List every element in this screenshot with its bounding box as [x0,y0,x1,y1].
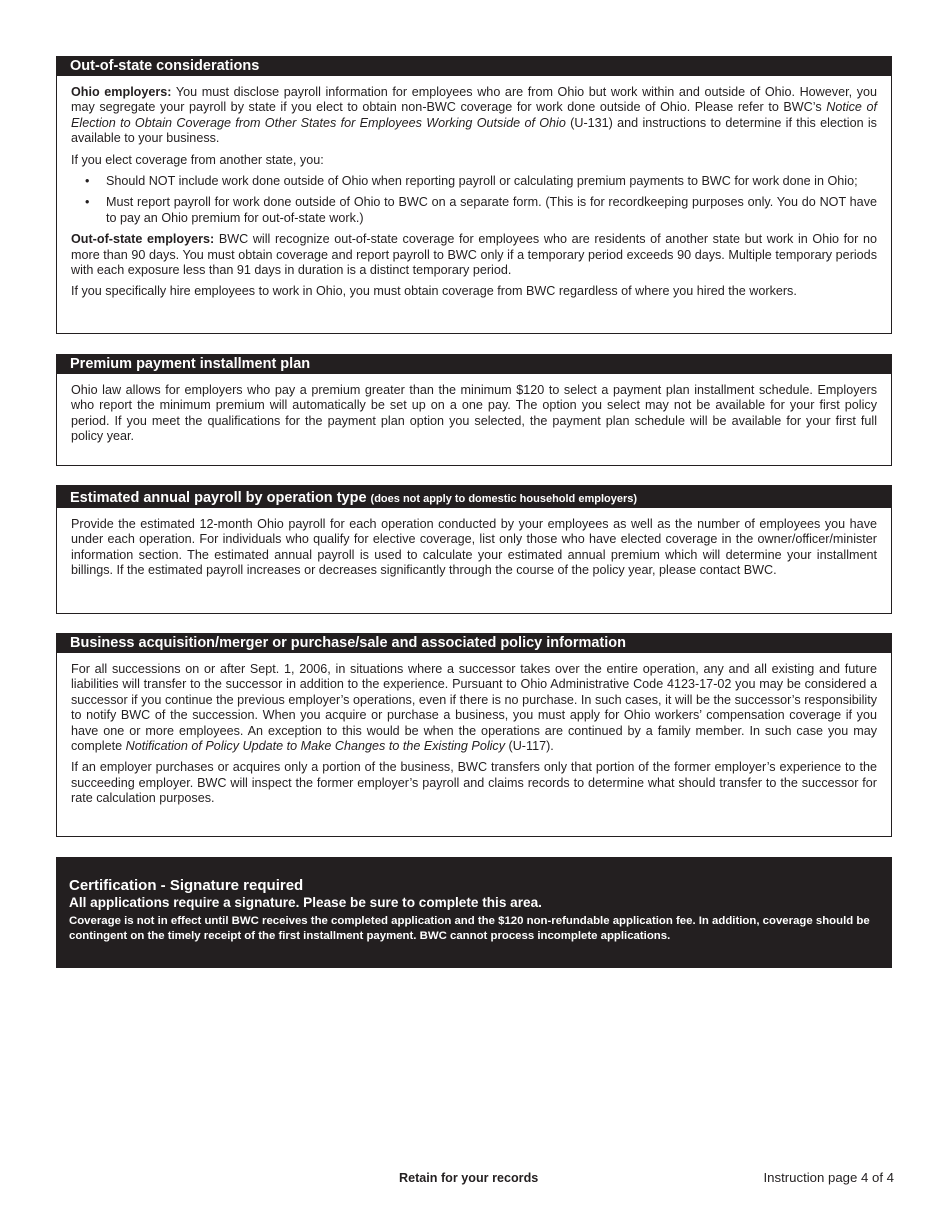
estimated-payroll-title: Estimated annual payroll by operation type [70,490,367,506]
acquisition-header: Business acquisition/merger or purchase/sale and associated policy information [57,634,891,653]
estimated-payroll-header [57,486,891,508]
elect-coverage-paragraph: If you elect coverage from another state, you: [71,152,324,167]
out-of-state-employers-text: BWC will recognize out-of-state coverage for employees who are residents of another state but work in Ohio for no more than 90 days. You must obtain coverage and report payroll to BWC only if a temporary period exceeds 90 days. Multiple temporary periods with each exposure less than 91 days in duration is a distinct temporary period. [71,232,877,278]
ohio-employers-label: Ohio employers: [71,85,172,99]
form-u117-title: Notification of Policy Update to Make Changes to the Existing Policy [125,739,506,754]
estimated-payroll-section [56,485,892,614]
estimated-payroll-note: (does not apply to domestic household employers) [370,493,638,505]
list-item: • Must report payroll for work done outside of Ohio to BWC on a separate form. (This is for recordkeeping purposes only. You do NOT have to pay an Ohio premium for out-of-state work.) [71,195,877,226]
premium-plan-section [56,354,892,466]
elect-coverage-list [71,174,877,226]
out-of-state-body [57,76,891,300]
ohio-employers-text-b: (U-131) and instructions to determine if this election is available to your business. [71,115,877,146]
page-number-footer: Instruction page 4 of 4 [763,1170,894,1185]
hire-in-ohio-paragraph: If you specifically hire employees to work in Ohio, you must obtain coverage from BWC regardless of where you hired the workers. [71,284,797,299]
premium-plan-paragraph: Ohio law allows for employers who pay a premium greater than the minimum $120 to select a payment plan installment schedule. Employers who report the minimum premium will automatically be set up on a one pay. The option you select may not be available for your first policy period. If you meet the qualifications for the payment plan option you selected, the payment plan schedule will be available for your first full policy year. [71,383,877,444]
estimated-payroll-body [57,508,891,579]
retain-records-footer: Retain for your records [399,1171,539,1185]
ohio-employers-text-a: You must disclose payroll information for employees who are from Ohio but work within and outside of Ohio. However, you may segregate your payroll by state if you elect to obtain non-BWC coverage for work done outside of Ohio. Please refer to BWC’s [71,85,877,115]
acquisition-text-b: (U-117). [505,739,554,754]
acquisition-paragraph-2: If an employer purchases or acquires only a portion of the business, BWC transfers only that portion of the former employer’s experience to the succeeding employer. BWC will inspect the former employer’s payroll and claims records to determine what should transfer to the successor for rate calculation purposes. [71,760,877,806]
out-of-state-header: Out-of-state considerations [57,57,891,76]
ohio-employers-paragraph [71,85,877,147]
acquisition-body [57,653,891,807]
certification-title: Certification - Signature required [69,877,304,894]
estimated-payroll-paragraph: Provide the estimated 12-month Ohio payroll for each operation conducted by your employees as well as the number of employees you have under each operation. For individuals who qualify for elective coverage, list only those who have elected coverage in the owner/officer/minister information section. The estimated annual payroll is used to calculate your estimated annual premium which will determine your installment billings. If the estimated payroll increases or decreases significantly through the course of the policy year, please contact BWC. [71,517,877,578]
acquisition-text-a: For all successions on or after Sept. 1, 2006, in situations where a successor takes over the entire operation, any and all existing and future liabilities will transfer to the successor in addition to the experience. Pursuant to Ohio Administrative Code 4123-17-02 you may be considered a successor if you continue the previous employer’s operations, even if there is no purchase. In such cases, it will be the successor’s responsibility to notify BWC of the succession. When you acquire or purchase a business, you must apply for Ohio workers’ compensation coverage if you have one or more employees. An exception to this would be when the operations are continued by a family member. In such case you may complete [71,662,877,754]
acquisition-section [56,633,892,837]
premium-plan-header: Premium payment installment plan [57,355,891,374]
certification-section [56,857,892,968]
out-of-state-employers-paragraph [71,232,877,278]
list-item: • Should NOT include work done outside of Ohio when reporting payroll or calculating premium payments to BWC for work done in Ohio; [71,174,877,189]
out-of-state-employers-label: Out-of-state employers: [71,232,215,247]
out-of-state-section [56,56,892,334]
acquisition-paragraph-1 [71,662,877,754]
certification-subtitle: All applications require a signature. Please be sure to complete this area. [69,895,542,910]
certification-note: Coverage is not in effect until BWC receives the completed application and the $120 non-refundable application fee. In addition, coverage should be contingent on the timely receipt of the first installment payment. BWC cannot process incomplete applications. [69,915,870,943]
form-u131-title: Notice of Election to Obtain Coverage from Other States for Employees Working Outside of Ohio [71,100,877,130]
premium-plan-body [57,374,891,445]
